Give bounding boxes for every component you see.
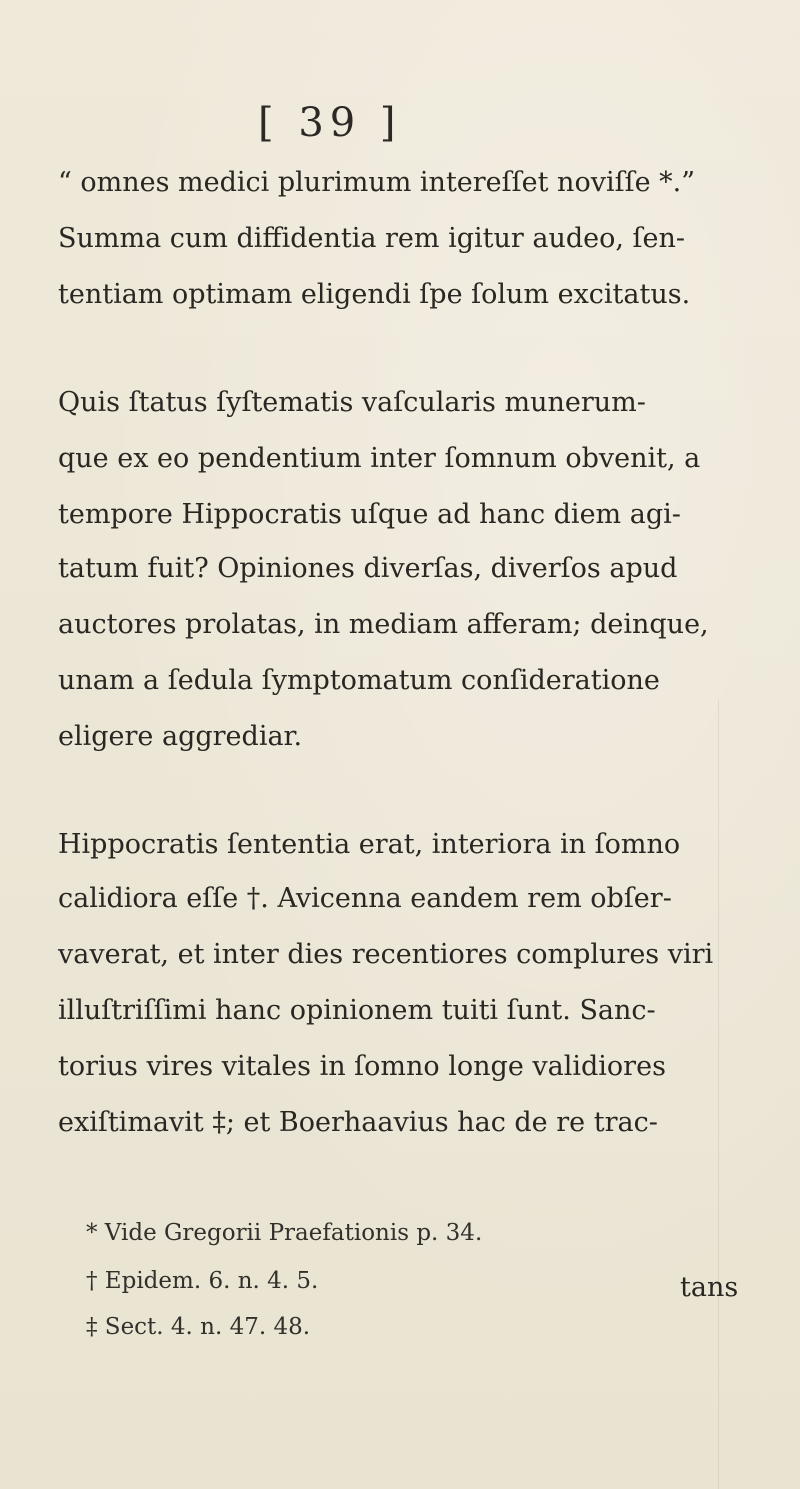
text-line: tempore Hippocratis uſque ad hanc diem agi-	[58, 499, 681, 530]
catchword: tans	[680, 1272, 739, 1303]
text-line: tatum fuit? Opiniones diverſas, diverſos apud	[58, 553, 678, 584]
text-line: “ omnes medici plurimum intereſſet noviſſe *.”	[58, 167, 696, 198]
text-line: Summa cum diffidentia rem igitur audeo, ſen-	[58, 223, 686, 254]
text-line: unam a ſedula ſymptomatum conſideratione	[58, 665, 660, 696]
footnote: * Vide Gregorii Praefationis p. 34.	[86, 1220, 483, 1246]
text-line: Hippocratis ſententia erat, interiora in ſomno	[58, 829, 681, 860]
text-line: torius vires vitales in ſomno longe validiores	[58, 1051, 666, 1082]
page-number: [ 39 ]	[258, 100, 402, 146]
footnote: ‡ Sect. 4. n. 47. 48.	[86, 1314, 311, 1340]
text-line: tentiam optimam eligendi ſpe ſolum excitatus.	[58, 279, 691, 310]
text-line: calidiora eſſe †. Avicenna eandem rem obſer-	[58, 883, 672, 914]
text-line: exiſtimavit ‡; et Boerhaavius hac de re trac-	[58, 1107, 658, 1138]
text-line: que ex eo pendentium inter ſomnum obvenit, a	[58, 443, 701, 474]
footnote: † Epidem. 6. n. 4. 5.	[86, 1268, 319, 1294]
text-line: eligere aggrediar.	[58, 721, 303, 752]
text-line: vaverat, et inter dies recentiores complures viri	[58, 939, 714, 970]
text-line: Quis ſtatus ſyſtematis vaſcularis munerum-	[58, 387, 646, 418]
text-line: illuſtriſſimi hanc opinionem tuiti ſunt. Sanc-	[58, 995, 656, 1026]
page-edge-shadow	[718, 700, 719, 1489]
text-line: auctores prolatas, in mediam afferam; deinque,	[58, 609, 709, 640]
